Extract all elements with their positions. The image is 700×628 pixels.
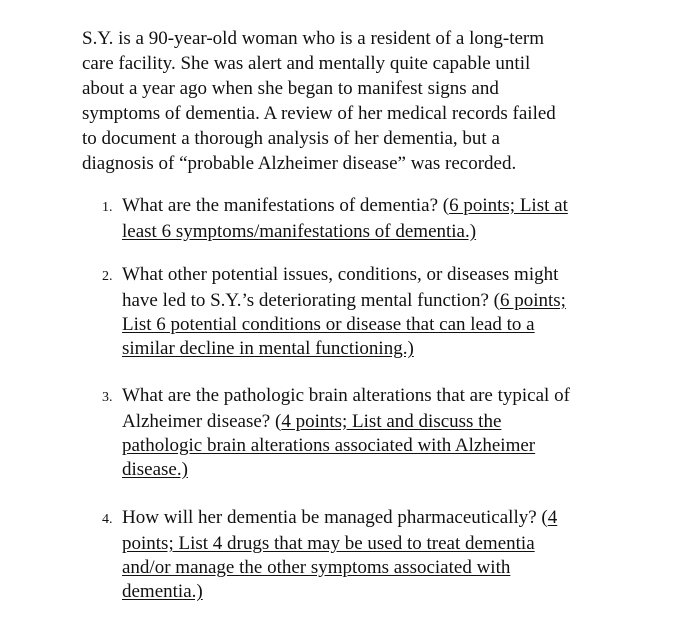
intro-line: diagnosis of “probable Alzheimer disease” was recorded. bbox=[82, 153, 517, 174]
question-text: What are the manifestations of dementia? ( bbox=[122, 195, 450, 216]
question-points-note: 4 points; List and discuss the bbox=[281, 411, 502, 432]
question-number: 1. bbox=[102, 200, 113, 215]
question-points-note: disease.) bbox=[122, 459, 188, 480]
intro-line: symptoms of dementia. A review of her medical records failed bbox=[82, 103, 556, 124]
question-points-note: least 6 symptoms/manifestations of dementia.) bbox=[122, 221, 477, 242]
question-1 bbox=[102, 194, 642, 244]
intro-line: care facility. She was alert and mentally quite capable until bbox=[82, 53, 531, 74]
question-points-note: 4 bbox=[547, 507, 558, 528]
question-3 bbox=[102, 384, 642, 482]
question-text: What are the pathologic brain alterations that are typical of bbox=[122, 385, 570, 406]
question-points-note: 6 points; bbox=[499, 290, 566, 311]
question-4 bbox=[102, 506, 642, 604]
question-points-note: pathologic brain alterations associated with Alzheimer bbox=[122, 435, 536, 456]
case-intro-paragraph bbox=[82, 26, 642, 176]
intro-line: about a year ago when she began to manifest signs and bbox=[82, 78, 499, 99]
question-number: 3. bbox=[102, 390, 113, 405]
question-text: What other potential issues, conditions, or diseases might bbox=[122, 264, 559, 285]
intro-line: S.Y. is a 90-year-old woman who is a resident of a long-term bbox=[82, 28, 545, 49]
question-number: 4. bbox=[102, 512, 113, 527]
question-text: How will her dementia be managed pharmaceutically? ( bbox=[122, 507, 548, 528]
question-text: Alzheimer disease? ( bbox=[122, 411, 282, 432]
question-points-note: 6 points; List at bbox=[449, 195, 568, 216]
question-points-note: dementia.) bbox=[122, 581, 203, 602]
question-text: have led to S.Y.’s deteriorating mental function? ( bbox=[122, 290, 500, 311]
question-points-note: List 6 potential conditions or disease that can lead to a bbox=[122, 314, 535, 335]
intro-line: to document a thorough analysis of her dementia, but a bbox=[82, 128, 500, 149]
question-number: 2. bbox=[102, 269, 113, 284]
question-points-note: and/or manage the other symptoms associated with bbox=[122, 557, 511, 578]
question-2 bbox=[102, 263, 642, 361]
question-points-note: similar decline in mental functioning.) bbox=[122, 338, 414, 359]
question-points-note: points; List 4 drugs that may be used to treat dementia bbox=[122, 533, 535, 554]
